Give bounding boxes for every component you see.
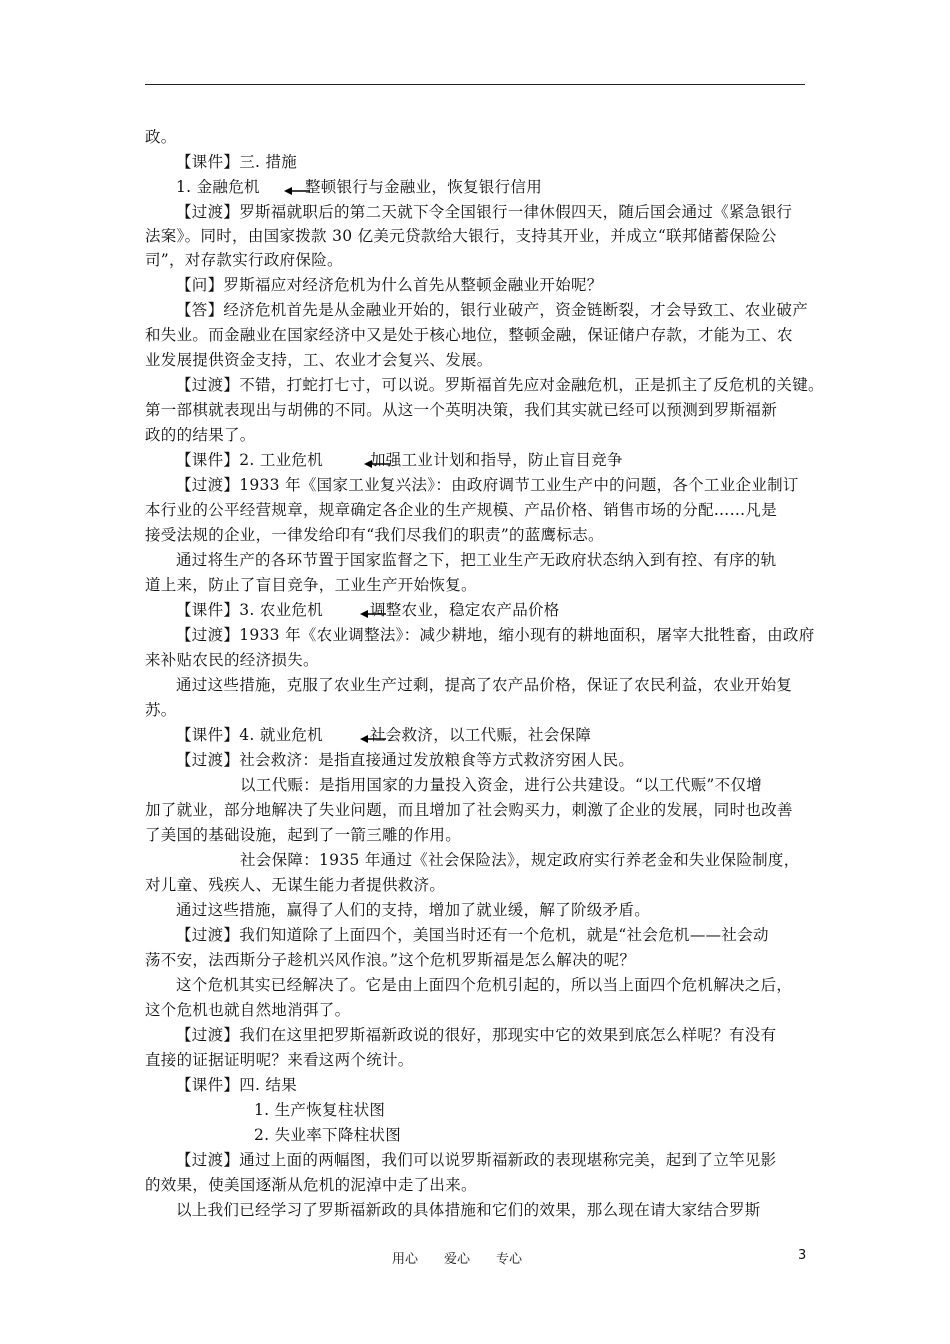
text-line: 和失业。而金融业在国家经济中又是处于核心地位，整顿金融，保证储户存款，才能为工、农: [145, 326, 793, 344]
text-line: 这个危机也就自然地消弭了。: [145, 1001, 351, 1019]
footer-motto: 用心 爱心 专心: [392, 1252, 523, 1267]
text-line: 业发展提供资金支持，工、农业才会复兴、发展。: [145, 351, 493, 369]
measure-label: 【课件】4. 就业危机: [176, 726, 324, 744]
chart-reference: 2. 失业率下降柱状图: [254, 1126, 402, 1144]
text-line: 的效果，使美国逐渐从危机的泥淖中走了出来。: [145, 1176, 477, 1194]
text-line: 对儿童、残疾人、无谋生能力者提供救济。: [145, 876, 446, 894]
measure-label: 1. 金融危机: [176, 178, 260, 196]
text-line: 法案》。同时，由国家拨款 30 亿美元贷款给大银行，支持其开业，并成立“联邦储蓄保险公: [145, 227, 777, 245]
text-line: 政。: [145, 128, 177, 146]
text-line: 道上来，防止了盲目竞争，工业生产开始恢复。: [145, 576, 477, 594]
answer-line: 【答】经济危机首先是从金融业开始的，银行业破产，资金链断裂，才会导致工、农业破产: [176, 301, 809, 319]
text-line: 【过渡】通过上面的两幅图，我们可以说罗斯福新政的表现堪称完美，起到了立竿见影: [176, 1151, 777, 1169]
text-line: 通过将生产的各环节置于国家监督之下，把工业生产无政府状态纳入到有控、有序的轨: [176, 551, 777, 569]
text-line: 直接的证据证明呢？来看这两个统计。: [145, 1051, 414, 1069]
text-line: 通过这些措施，克服了农业生产过剩，提高了农产品价格，保证了农民利益，农业开始复: [176, 676, 793, 694]
text-line: 来补贴农民的经济损失。: [145, 651, 319, 669]
text-line: 【过渡】我们在这里把罗斯福新政说的很好，那现实中它的效果到底怎么样呢？有没有: [176, 1026, 777, 1044]
text-line: 【过渡】1933 年《农业调整法》：减少耕地，缩小现有的耕地面积，屠宰大批牲畜，由政府: [176, 626, 815, 644]
text-line: 接受法规的企业，一律发给印有“我们尽我们的职责”的蓝鹰标志。: [145, 526, 604, 544]
text-line: 政的的结果了。: [145, 426, 256, 444]
text-line: 荡不安，法西斯分子趁机兴风作浪。”这个危机罗斯福是怎么解决的呢？: [145, 951, 636, 969]
text-line: 社会保障：1935 年通过《社会保险法》，规定政府实行养老金和失业保险制度，: [240, 851, 800, 869]
text-line: 【过渡】罗斯福就职后的第二天就下令全国银行一律休假四天，随后国会通过《紧急银行: [176, 203, 793, 221]
text-line: 司”，对存款实行政府保险。: [145, 251, 343, 269]
text-line: 以工代赈：是指用国家的力量投入资金，进行公共建设。“以工代赈”不仅增: [240, 776, 763, 794]
text-line: 第一部棋就表现出与胡佛的不同。从这一个英明决策，我们其实就已经可以预测到罗斯福新: [145, 401, 778, 419]
measure-text: 社会救济，以工代赈，社会保障: [370, 726, 592, 744]
text-line: 这个危机其实已经解决了。它是由上面四个危机引起的，所以当上面四个危机解决之后，: [176, 976, 793, 994]
text-line: 【过渡】1933 年《国家工业复兴法》：由政府调节工业生产中的问题，各个工业企业制订: [176, 476, 799, 494]
measure-text: 加强工业计划和指导，防止盲目竞争: [370, 451, 623, 469]
text-line: 【过渡】不错，打蛇打七寸，可以说。罗斯福首先应对金融危机，正是抓主了反危机的关键。: [176, 376, 824, 394]
chart-reference: 1. 生产恢复柱状图: [254, 1101, 386, 1119]
header-rule: [145, 84, 805, 85]
text-line: 苏。: [145, 701, 177, 719]
text-line: 加了就业，部分地解决了失业问题，而且增加了社会购买力，刺激了企业的发展，同时也改善: [145, 801, 793, 819]
text-line: 【过渡】我们知道除了上面四个，美国当时还有一个危机，就是“社会危机——社会动: [176, 926, 769, 944]
text-line: 以上我们已经学习了罗斯福新政的具体措施和它们的效果，那么现在请大家结合罗斯: [176, 1201, 761, 1219]
measure-text: 调整农业，稳定农产品价格: [370, 601, 560, 619]
measure-label: 【课件】2. 工业危机: [176, 451, 324, 469]
page-number: 3: [798, 1248, 807, 1263]
courseware-heading: 【课件】四. 结果: [176, 1076, 298, 1094]
measure-text: 整顿银行与金融业，恢复银行信用: [305, 178, 543, 196]
text-line: 本行业的公平经营规章，规章确定各企业的生产规模、产品价格、销售市场的分配……凡是: [145, 501, 778, 519]
measure-label: 【课件】3. 农业危机: [176, 601, 324, 619]
question-line: 【问】罗斯福应对经济危机为什么首先从整顿金融业开始呢？: [176, 276, 603, 294]
text-line: 通过这些措施，赢得了人们的支持，增加了就业缓，解了阶级矛盾。: [176, 901, 651, 919]
text-line: 【过渡】社会救济：是指直接通过发放粮食等方式救济穷困人民。: [176, 751, 635, 769]
text-line: 了美国的基础设施，起到了一箭三雕的作用。: [145, 826, 462, 844]
courseware-heading: 【课件】三. 措施: [176, 153, 298, 171]
